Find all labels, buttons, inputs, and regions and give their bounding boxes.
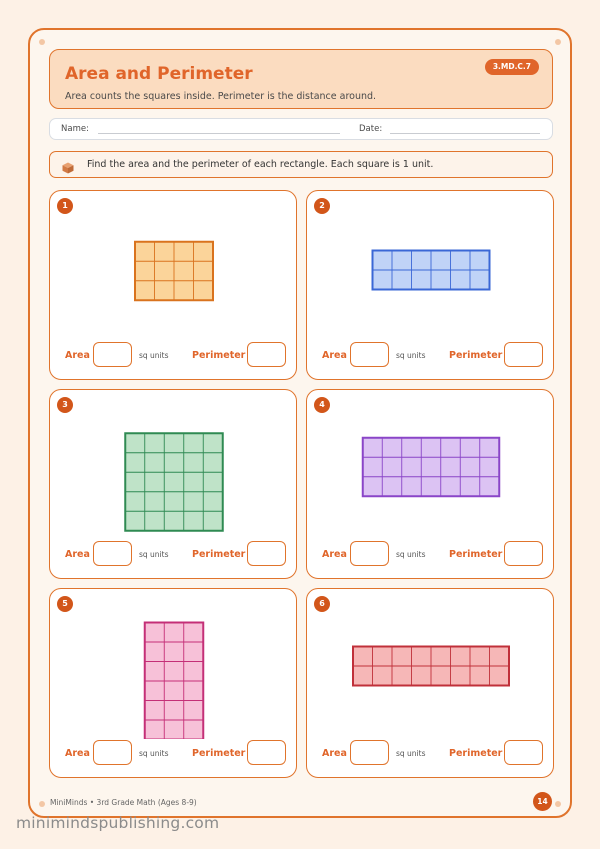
problem-number: 5: [57, 596, 73, 612]
corner-dot: [555, 39, 561, 45]
problem-number: 6: [314, 596, 330, 612]
area-answer-box[interactable]: [93, 342, 132, 367]
corner-dot: [39, 39, 45, 45]
area-label: Area: [322, 350, 347, 361]
corner-dot: [39, 801, 45, 807]
page-title: Area and Perimeter: [65, 64, 253, 84]
area-label: Area: [322, 549, 347, 560]
unit-label: sq units: [396, 749, 426, 758]
problem-card: [49, 588, 297, 778]
perimeter-answer-box[interactable]: [504, 342, 543, 367]
unit-label: sq units: [139, 351, 169, 360]
problem-number: 1: [57, 198, 73, 214]
perimeter-label: Perimeter: [192, 549, 246, 560]
perimeter-label: Perimeter: [449, 549, 503, 560]
area-label: Area: [322, 748, 347, 759]
perimeter-label: Perimeter: [449, 748, 503, 759]
problem-card: [306, 190, 554, 380]
perimeter-answer-box[interactable]: [247, 740, 286, 765]
area-answer-box[interactable]: [93, 541, 132, 566]
name-field[interactable]: [98, 133, 340, 134]
page-number: 14: [533, 792, 552, 811]
rectangle-grid: [50, 191, 298, 341]
date-label: Date:: [359, 124, 383, 134]
perimeter-label: Perimeter: [192, 748, 246, 759]
cube-icon: [62, 159, 74, 178]
perimeter-answer-box[interactable]: [504, 740, 543, 765]
name-date-bar: [49, 118, 553, 140]
date-field[interactable]: [390, 133, 540, 134]
perimeter-answer-box[interactable]: [247, 342, 286, 367]
rectangle-grid: [307, 191, 555, 341]
problem-number: 4: [314, 397, 330, 413]
rectangle-grid: [307, 589, 555, 739]
rectangle-outline: [363, 438, 500, 497]
perimeter-label: Perimeter: [192, 350, 246, 361]
name-label: Name:: [61, 124, 89, 134]
problem-card: [306, 588, 554, 778]
problem-number: 3: [57, 397, 73, 413]
area-label: Area: [65, 350, 90, 361]
area-answer-box[interactable]: [350, 541, 389, 566]
unit-label: sq units: [139, 749, 169, 758]
watermark: minimindspublishing.com: [16, 814, 220, 832]
corner-dot: [555, 801, 561, 807]
worksheet-page: [28, 28, 572, 818]
instructions-box: [49, 151, 553, 178]
area-label: Area: [65, 748, 90, 759]
rectangle-grid: [50, 390, 298, 540]
rectangle-grid: [307, 390, 555, 540]
problem-card: [306, 389, 554, 579]
problem-number: 2: [314, 198, 330, 214]
unit-label: sq units: [139, 550, 169, 559]
area-label: Area: [65, 549, 90, 560]
page-subtitle: Area counts the squares inside. Perimeter is the distance around.: [65, 91, 377, 102]
unit-label: sq units: [396, 351, 426, 360]
instructions-text: Find the area and the perimeter of each rectangle. Each square is 1 unit.: [87, 159, 434, 170]
area-answer-box[interactable]: [350, 740, 389, 765]
header-banner: [49, 49, 553, 109]
problem-card: [49, 190, 297, 380]
rectangle-grid: [50, 589, 298, 739]
perimeter-answer-box[interactable]: [247, 541, 286, 566]
problem-card: [49, 389, 297, 579]
area-answer-box[interactable]: [93, 740, 132, 765]
standard-badge: 3.MD.C.7: [485, 59, 539, 75]
area-answer-box[interactable]: [350, 342, 389, 367]
unit-label: sq units: [396, 550, 426, 559]
rectangle-outline: [125, 433, 223, 531]
perimeter-label: Perimeter: [449, 350, 503, 361]
footer-text: MiniMinds • 3rd Grade Math (Ages 8-9): [50, 798, 197, 807]
perimeter-answer-box[interactable]: [504, 541, 543, 566]
